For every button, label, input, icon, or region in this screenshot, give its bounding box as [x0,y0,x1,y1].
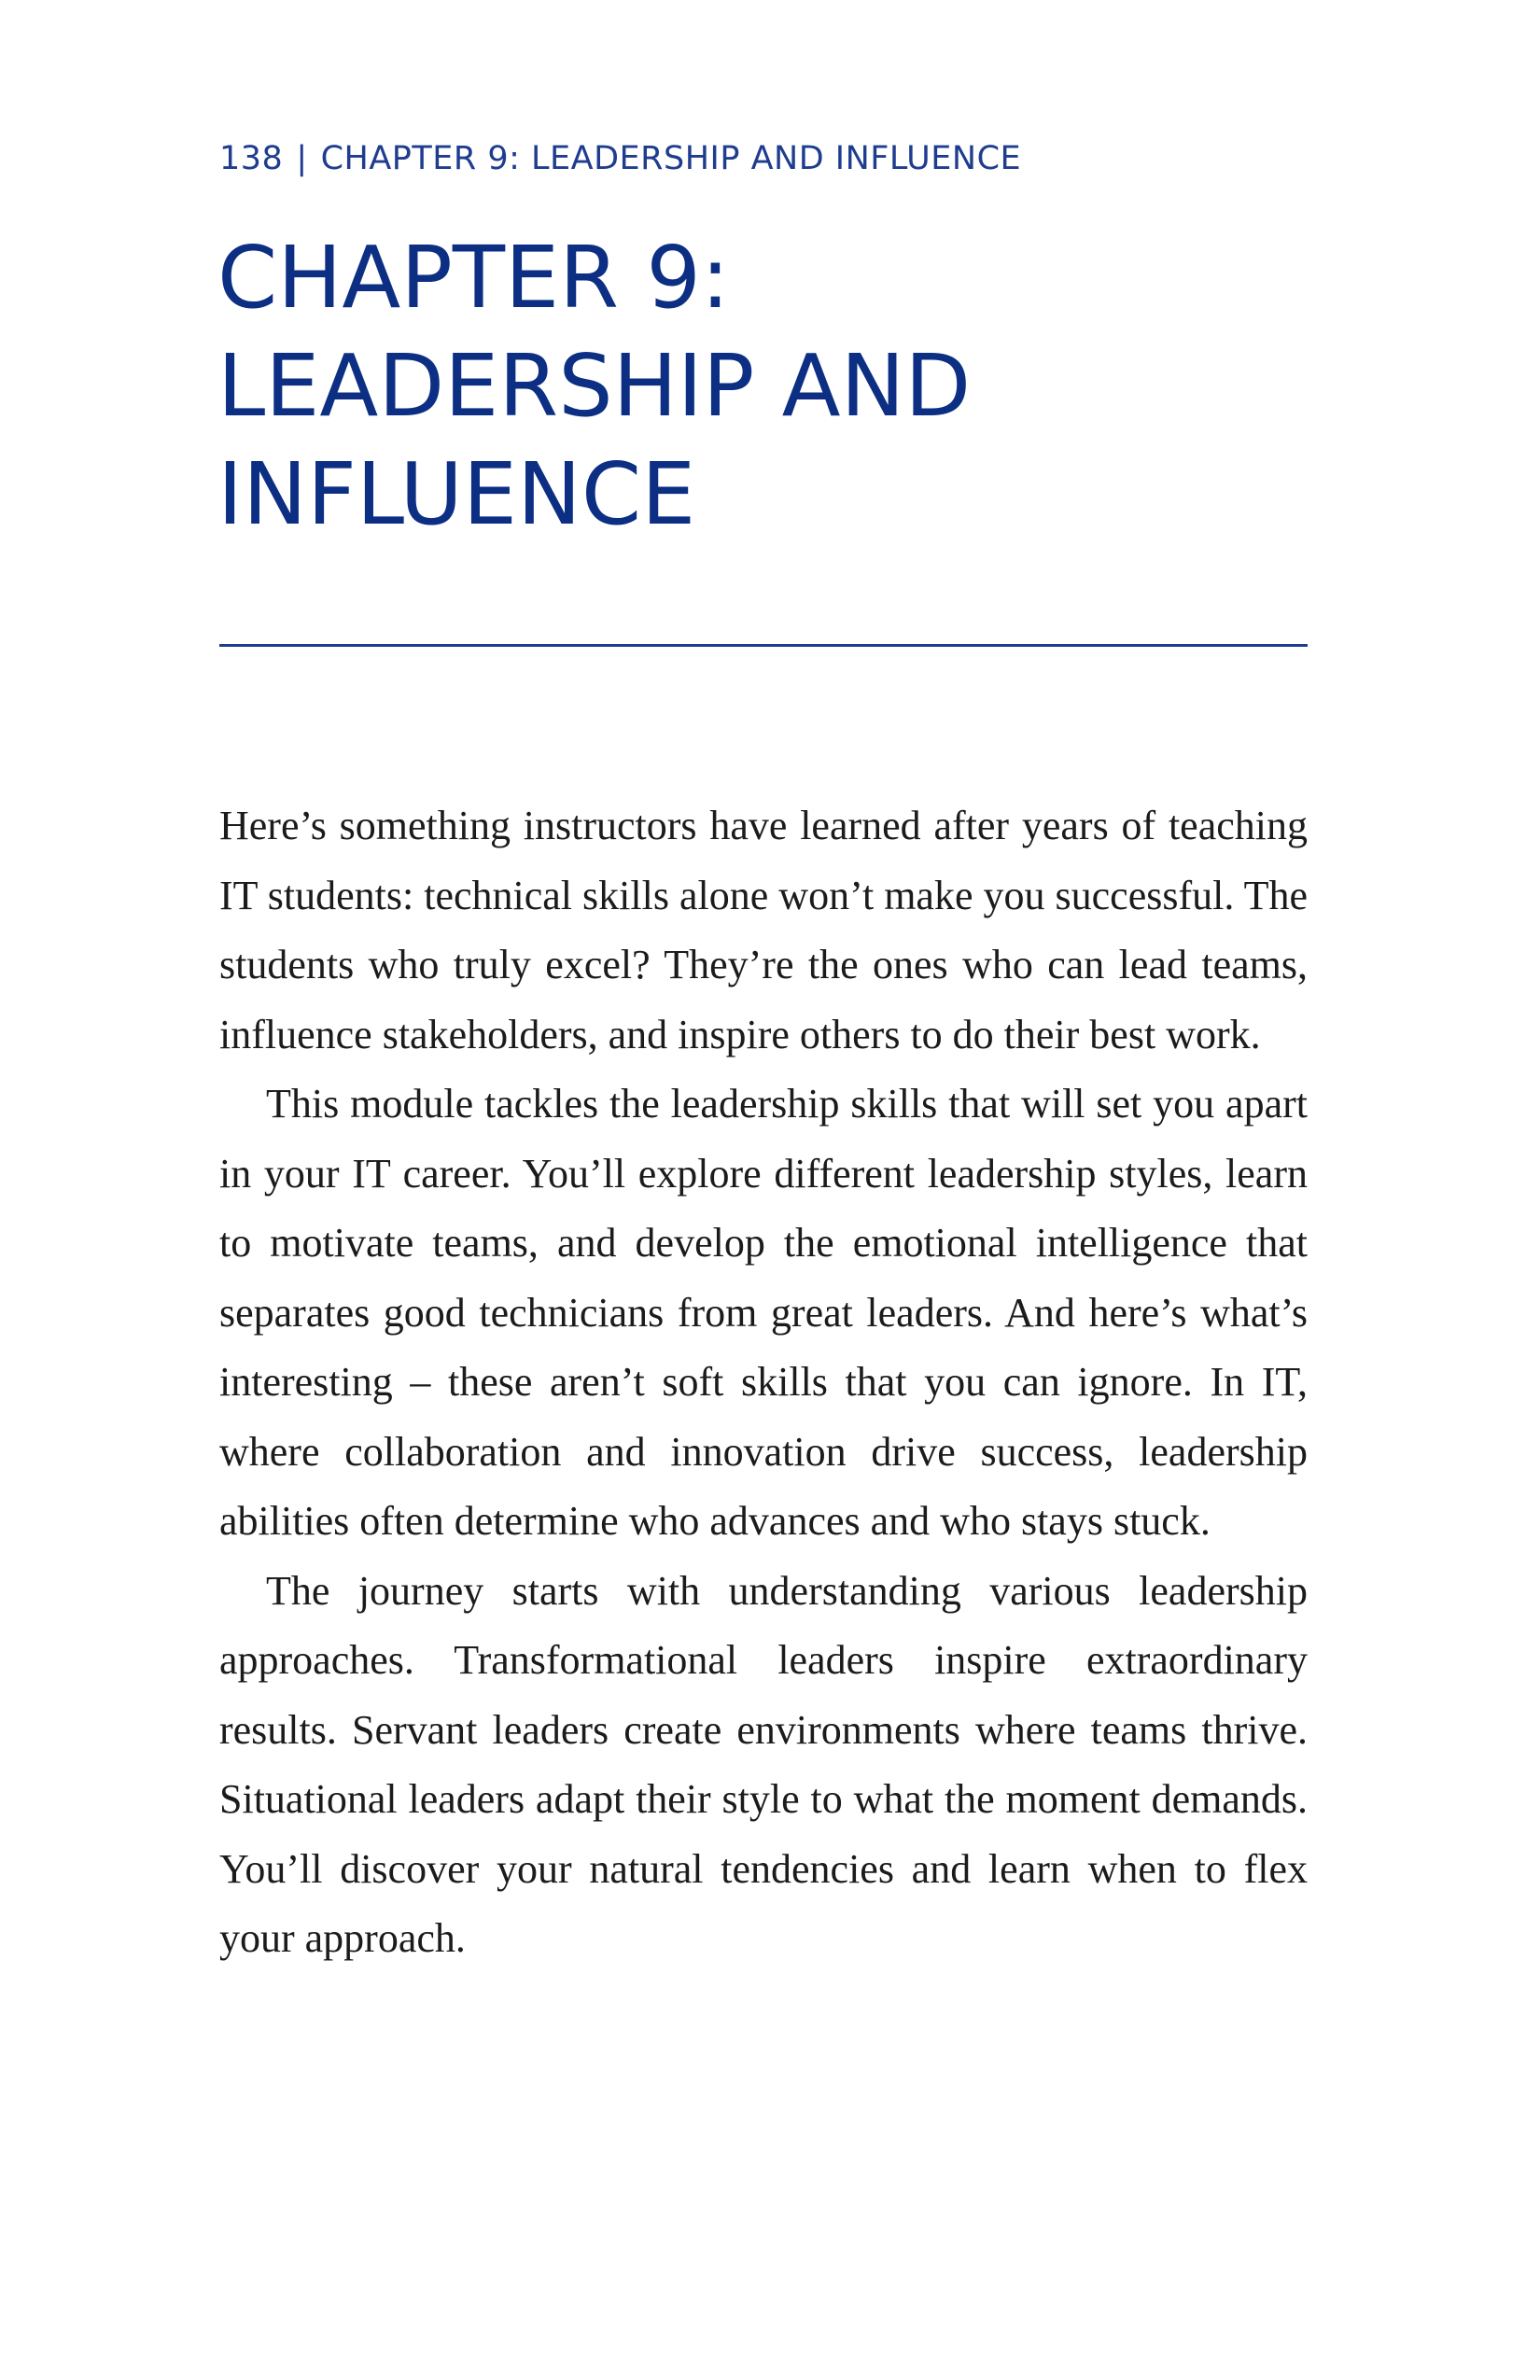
paragraph-1: Here’s something instructors have learned after years of teaching IT students: technical skills alone won’t make you successful. The students who truly excel? They’re the ones who can lead teams, influence stakeholders, and inspire others to do their best work. [219,803,1308,1057]
title-divider [219,644,1308,647]
body-text [219,791,1308,1974]
chapter-title [217,224,1337,549]
paragraph-2: This module tackles the leadership skills that will set you apart in your IT career. You’ll explore different leadership styles, learn to motivate teams, and develop the emotional intelligence that separates good technicians from great leaders. And here’s what’s interesting – these aren’t soft skills that you can ignore. In IT, where collaboration and innovation drive success, leadership abilities often determine who advances and who stays stuck. [219,1081,1308,1544]
running-head-separator: | [296,140,308,177]
paragraph-3: The journey starts with understanding various leadership approaches. Transformational leaders inspire extraordinary results. Servant leaders create environments where teams thrive. Situational leaders adapt their style to what the moment demands. You’ll discover your natural tendencies and learn when to flex your approach. [219,1567,1308,1961]
chapter-title-line-2: LEADERSHIP AND [217,336,972,436]
chapter-title-line-1: CHAPTER 9: [217,228,730,328]
running-head-chapter: CHAPTER 9: LEADERSHIP AND INFLUENCE [320,140,1022,177]
chapter-title-line-3: INFLUENCE [217,444,696,544]
page-number: 138 [219,140,284,177]
running-head [219,140,1021,177]
